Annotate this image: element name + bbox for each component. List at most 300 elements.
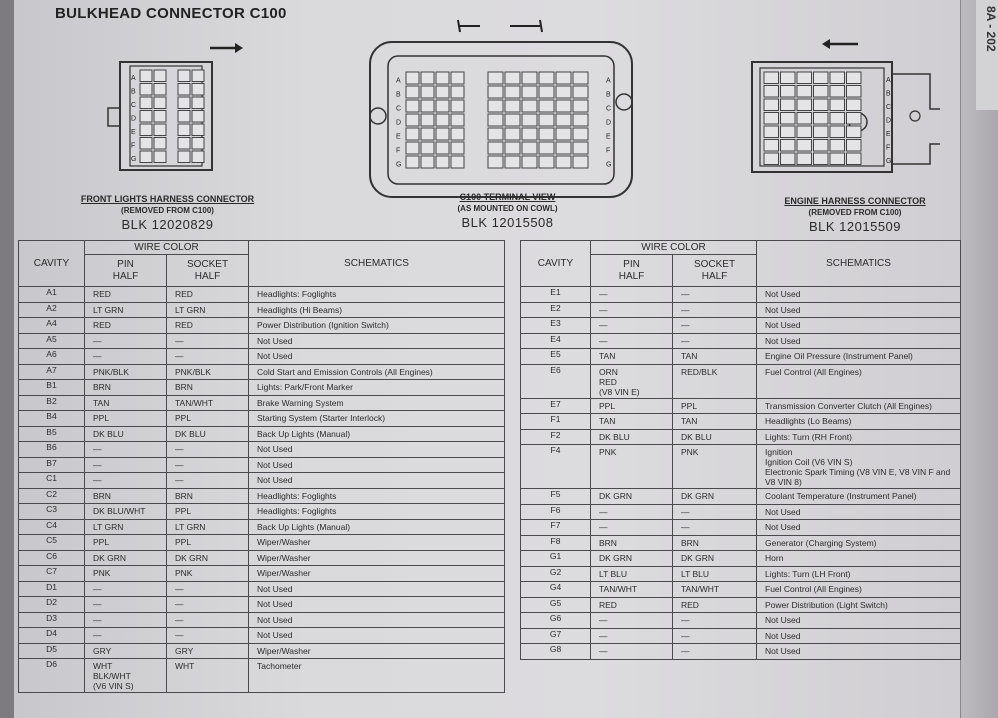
pin-half-cell-text: LT GRN bbox=[93, 304, 124, 315]
socket-half-cell-text: — bbox=[681, 630, 690, 641]
pin-half-cell bbox=[85, 488, 167, 504]
schematic-cell bbox=[757, 566, 961, 582]
table-row bbox=[19, 581, 505, 597]
schematic-cell bbox=[757, 644, 961, 660]
socket-half-cell bbox=[167, 504, 249, 520]
schematic-cell bbox=[757, 535, 961, 551]
socket-half-cell-text: TAN bbox=[681, 416, 698, 426]
cavity-cell bbox=[521, 398, 591, 414]
cavity-cell-text: A2 bbox=[46, 302, 57, 313]
pin-half-cell-text: — bbox=[93, 459, 102, 470]
schematics-header: SCHEMATICS bbox=[757, 241, 961, 287]
table-row bbox=[19, 364, 505, 380]
table-row bbox=[19, 349, 505, 365]
cavity-cell-text: F8 bbox=[550, 535, 561, 546]
cavity-cell bbox=[847, 153, 862, 165]
cavity-cell bbox=[521, 429, 591, 445]
pin-half-cell bbox=[85, 318, 167, 334]
schematic-cell bbox=[249, 612, 505, 628]
socket-half-cell-text: — bbox=[175, 459, 184, 470]
cavity-cell bbox=[521, 597, 591, 613]
cavity-cell bbox=[521, 551, 591, 567]
socket-half-cell-text: — bbox=[681, 320, 690, 330]
schematic-cell bbox=[249, 380, 505, 396]
schematic-cell-text: Not Used bbox=[765, 630, 801, 641]
schematic-cell-text: Not Used bbox=[765, 615, 801, 625]
cavity-cell bbox=[847, 99, 862, 111]
cavity-cell bbox=[488, 142, 503, 154]
cavity-cell-text: B5 bbox=[46, 426, 57, 437]
cavity-cell-text: C5 bbox=[46, 535, 57, 545]
pin-half-cell bbox=[591, 349, 673, 365]
cavity-cell bbox=[539, 72, 554, 84]
schematic-cell bbox=[757, 628, 961, 644]
schematic-cell bbox=[249, 395, 505, 411]
cavity-cell bbox=[19, 349, 85, 365]
cavity-cell bbox=[19, 395, 85, 411]
schematic-cell bbox=[757, 582, 961, 598]
socket-half-cell bbox=[167, 442, 249, 458]
table-row bbox=[521, 613, 961, 629]
pin-half-cell-text: BRN bbox=[93, 382, 111, 392]
cavity-cell bbox=[847, 72, 862, 84]
cavity-cell-text: E7 bbox=[550, 398, 561, 409]
schematic-cell-text: Coolant Temperature (Instrument Panel) bbox=[765, 491, 917, 501]
table-row bbox=[19, 659, 505, 693]
socket-half-cell-text: BRN bbox=[175, 382, 193, 392]
schematic-cell bbox=[249, 302, 505, 318]
cavity-cell bbox=[421, 100, 434, 112]
cavity-cell-text: A5 bbox=[46, 333, 57, 344]
cavity-cell bbox=[521, 445, 591, 489]
pin-half-cell-text: TAN bbox=[93, 397, 110, 408]
cavity-cell bbox=[421, 86, 434, 98]
cavity-cell-text: E4 bbox=[550, 333, 561, 344]
table-row bbox=[19, 380, 505, 396]
pin-half-cell-text: TAN bbox=[599, 351, 616, 361]
schematic-cell bbox=[249, 287, 505, 303]
schematic-cell-text: Headlights (Lo Beams) bbox=[765, 416, 852, 426]
socket-half-cell-text: LT GRN bbox=[175, 521, 206, 532]
cavity-cell bbox=[19, 628, 85, 644]
cavity-cell bbox=[797, 99, 812, 111]
socket-half-cell-text: — bbox=[681, 522, 690, 532]
cavity-cell bbox=[522, 114, 537, 126]
table-row bbox=[19, 395, 505, 411]
socket-half-cell bbox=[673, 414, 757, 430]
pin-half-cell bbox=[85, 457, 167, 473]
cavity-cell-text: G1 bbox=[549, 551, 562, 561]
cavity-cell bbox=[830, 72, 845, 84]
cavity-cell bbox=[781, 86, 796, 98]
caption-note: (AS MOUNTED ON COWL) bbox=[457, 204, 558, 213]
schematic-cell bbox=[757, 318, 961, 334]
cavity-cell bbox=[521, 582, 591, 598]
socket-half-cell-text: DK GRN bbox=[175, 552, 209, 563]
cavity-cell bbox=[764, 86, 779, 98]
cavity-cell bbox=[830, 140, 845, 152]
table-row bbox=[521, 445, 961, 489]
schematic-cell-text: Headlights: Foglights bbox=[257, 490, 337, 501]
row-letter: A bbox=[131, 75, 136, 83]
pin-half-cell-text: DK BLU bbox=[599, 431, 630, 442]
cavity-cell-text: F7 bbox=[550, 520, 561, 530]
cavity-cell bbox=[19, 535, 85, 551]
schematic-cell bbox=[757, 302, 961, 318]
pin-half-cell-text: TAN bbox=[599, 416, 616, 426]
pin-half-cell bbox=[85, 426, 167, 442]
cavity-cell bbox=[154, 84, 166, 96]
cavity-cell bbox=[19, 519, 85, 535]
table-row bbox=[521, 582, 961, 598]
socket-half-cell-text: RED bbox=[175, 320, 193, 330]
cavity-cell-text: D6 bbox=[46, 659, 57, 669]
cavity-cell bbox=[521, 628, 591, 644]
cavity-cell bbox=[192, 97, 204, 109]
schematic-cell-text: Power Distribution (Ignition Switch) bbox=[257, 320, 389, 330]
pin-half-cell-text: — bbox=[599, 522, 608, 532]
pin-half-cell bbox=[85, 504, 167, 520]
cavity-cell-text: C7 bbox=[46, 566, 57, 576]
socket-half-cell-text: LT GRN bbox=[175, 304, 206, 315]
pin-half-cell-text: — bbox=[93, 599, 102, 609]
cavity-cell bbox=[573, 156, 588, 168]
row-letter: D bbox=[606, 119, 612, 127]
arrow-head-icon bbox=[822, 39, 830, 49]
socket-half-cell-text: PNK bbox=[681, 447, 699, 457]
wire-color-header: WIRE COLOR bbox=[85, 241, 249, 255]
socket-half-cell bbox=[167, 535, 249, 551]
schematic-cell-text: Transmission Converter Clutch (All Engines) bbox=[765, 400, 932, 411]
cavity-cell bbox=[19, 473, 85, 489]
cavity-cell bbox=[797, 72, 812, 84]
socket-half-cell bbox=[167, 426, 249, 442]
cavity-cell bbox=[19, 380, 85, 396]
cavity-cell bbox=[140, 84, 152, 96]
schematic-cell bbox=[757, 429, 961, 445]
caption-title: FRONT LIGHTS HARNESS CONNECTOR bbox=[80, 194, 255, 204]
pin-half-cell-text: — bbox=[93, 475, 102, 485]
cavity-cell bbox=[178, 97, 190, 109]
schematic-cell bbox=[249, 364, 505, 380]
cavity-cell bbox=[154, 138, 166, 150]
pin-half-cell bbox=[591, 566, 673, 582]
cavity-cell bbox=[814, 153, 829, 165]
socket-half-cell-text: PNK bbox=[175, 568, 193, 578]
row-letter: G bbox=[131, 156, 137, 164]
pin-half-cell-text: — bbox=[599, 615, 608, 625]
schematic-cell-text: Wiper/Washer bbox=[257, 568, 311, 578]
wire-color-table-right bbox=[520, 240, 961, 660]
caption-note: (REMOVED FROM C100) bbox=[121, 206, 214, 215]
table-row bbox=[521, 287, 961, 303]
cavity-cell bbox=[154, 151, 166, 163]
schematic-cell-text: Fuel Control (All Engines) bbox=[765, 366, 862, 377]
schematic-cell bbox=[249, 628, 505, 644]
schematic-cell-text: Not Used bbox=[765, 522, 801, 532]
row-letter: C bbox=[606, 105, 612, 113]
cavity-cell bbox=[19, 488, 85, 504]
cavity-cell bbox=[451, 156, 464, 168]
cavity-cell bbox=[814, 99, 829, 111]
schematic-cell-text: Power Distribution (Light Switch) bbox=[765, 599, 888, 610]
table-row bbox=[521, 302, 961, 318]
cavity-cell bbox=[521, 364, 591, 398]
cavity-cell bbox=[797, 86, 812, 98]
socket-half-cell-text: DK GRN bbox=[681, 491, 715, 501]
cavity-cell bbox=[19, 597, 85, 613]
socket-half-cell-text: — bbox=[175, 614, 184, 625]
schematic-cell-text: Brake Warning System bbox=[257, 397, 344, 408]
pin-half-cell bbox=[591, 333, 673, 349]
cavity-cell bbox=[814, 72, 829, 84]
table-row bbox=[19, 519, 505, 535]
cavity-cell bbox=[421, 114, 434, 126]
pin-half-cell bbox=[591, 535, 673, 551]
socket-half-cell-text: — bbox=[175, 444, 184, 454]
table-row bbox=[19, 318, 505, 334]
cavity-cell-text: B1 bbox=[46, 380, 57, 390]
cavity-cell bbox=[19, 302, 85, 318]
schematic-cell-text: Not Used bbox=[257, 351, 293, 361]
cavity-cell-text: G8 bbox=[549, 644, 562, 654]
pin-half-cell-text: WHT BLK/WHT (V6 VIN S) bbox=[93, 661, 134, 691]
engine-harness-connector-diagram bbox=[740, 34, 945, 184]
socket-half-cell bbox=[673, 364, 757, 398]
cavity-cell bbox=[521, 504, 591, 520]
table-row bbox=[521, 597, 961, 613]
cavity-cell bbox=[556, 100, 571, 112]
table-row bbox=[19, 426, 505, 442]
cavity-cell bbox=[797, 126, 812, 138]
schematic-cell-text: Lights: Park/Front Marker bbox=[257, 382, 353, 392]
pin-half-cell bbox=[591, 364, 673, 398]
pin-half-cell bbox=[591, 318, 673, 334]
cavity-cell bbox=[192, 111, 204, 123]
pin-half-cell-text: GRY bbox=[93, 645, 112, 656]
cavity-cell bbox=[178, 151, 190, 163]
pin-half-cell bbox=[85, 364, 167, 380]
schematic-cell bbox=[249, 550, 505, 566]
cavity-cell bbox=[436, 142, 449, 154]
cavity-cell bbox=[539, 86, 554, 98]
cavity-cell bbox=[451, 128, 464, 140]
pin-half-cell bbox=[85, 566, 167, 582]
row-letter: A bbox=[396, 77, 401, 85]
cavity-cell bbox=[781, 140, 796, 152]
pin-half-cell bbox=[591, 489, 673, 505]
pin-half-cell bbox=[591, 398, 673, 414]
cavity-cell-text: F1 bbox=[550, 414, 561, 424]
cavity-cell bbox=[781, 113, 796, 125]
pin-half-cell-text: PPL bbox=[93, 413, 110, 423]
socket-half-cell bbox=[673, 535, 757, 551]
socket-half-cell bbox=[167, 581, 249, 597]
cavity-cell bbox=[573, 128, 588, 140]
schematic-cell-text: Not Used bbox=[257, 459, 293, 470]
socket-half-cell-text: — bbox=[175, 475, 184, 485]
row-letter: F bbox=[886, 144, 891, 152]
cavity-cell bbox=[505, 100, 520, 112]
pin-half-cell bbox=[85, 519, 167, 535]
cavity-cell-text: B7 bbox=[46, 457, 57, 468]
schematic-cell bbox=[249, 473, 505, 489]
schematic-cell bbox=[757, 489, 961, 505]
schematic-cell bbox=[757, 520, 961, 536]
row-letter: B bbox=[131, 88, 136, 96]
schematic-cell-text: Wiper/Washer bbox=[257, 537, 311, 547]
cavity-cell-text: F2 bbox=[550, 429, 561, 440]
cavity-cell bbox=[154, 70, 166, 82]
schematic-cell bbox=[757, 551, 961, 567]
schematic-cell-text: Wiper/Washer bbox=[257, 552, 311, 563]
cavity-cell bbox=[421, 72, 434, 84]
row-letter: C bbox=[396, 105, 402, 113]
cavity-cell bbox=[140, 138, 152, 150]
socket-half-cell bbox=[673, 429, 757, 445]
socket-half-cell-text: — bbox=[681, 615, 690, 625]
cavity-cell bbox=[781, 126, 796, 138]
cavity-cell-text: A4 bbox=[46, 318, 57, 328]
pin-half-cell-text: PNK bbox=[599, 447, 617, 457]
schematic-cell-text: Headlights: Foglights bbox=[257, 506, 337, 516]
schematic-cell bbox=[249, 442, 505, 458]
schematic-cell-text: Not Used bbox=[765, 320, 801, 330]
schematic-cell bbox=[249, 349, 505, 365]
table-row bbox=[521, 489, 961, 505]
table-row bbox=[521, 429, 961, 445]
socket-half-cell bbox=[673, 349, 757, 365]
socket-half-cell bbox=[167, 302, 249, 318]
cavity-cell bbox=[140, 151, 152, 163]
cavity-cell bbox=[505, 86, 520, 98]
wire-color-table-left bbox=[18, 240, 505, 693]
socket-half-cell bbox=[673, 398, 757, 414]
socket-half-cell-text: BRN bbox=[681, 537, 699, 548]
cavity-cell-text: B4 bbox=[46, 411, 57, 421]
cavity-cell-text: B2 bbox=[46, 395, 57, 406]
cavity-cell bbox=[406, 100, 419, 112]
socket-half-cell bbox=[673, 333, 757, 349]
cavity-cell bbox=[781, 153, 796, 165]
schematic-cell-text: Not Used bbox=[765, 506, 801, 517]
cavity-cell bbox=[830, 153, 845, 165]
table-row bbox=[521, 414, 961, 430]
cavity-cell bbox=[192, 84, 204, 96]
cavity-cell bbox=[488, 156, 503, 168]
schematic-cell bbox=[757, 349, 961, 365]
cavity-cell bbox=[539, 142, 554, 154]
schematics-header: SCHEMATICS bbox=[249, 241, 505, 287]
table-row bbox=[19, 612, 505, 628]
socket-half-cell bbox=[167, 643, 249, 659]
cavity-cell bbox=[797, 113, 812, 125]
cavity-cell bbox=[539, 114, 554, 126]
cavity-cell bbox=[505, 114, 520, 126]
cavity-cell bbox=[19, 411, 85, 427]
cavity-cell bbox=[192, 151, 204, 163]
pin-half-cell bbox=[591, 287, 673, 303]
pin-half-cell-text: — bbox=[93, 335, 102, 346]
schematic-cell bbox=[249, 504, 505, 520]
pin-half-cell-text: — bbox=[93, 614, 102, 625]
cavity-cell bbox=[556, 156, 571, 168]
schematic-cell-text: Not Used bbox=[257, 444, 293, 454]
socket-half-cell bbox=[673, 597, 757, 613]
socket-half-cell-text: — bbox=[175, 583, 184, 594]
cavity-cell bbox=[573, 86, 588, 98]
part-number: BLK 12015508 bbox=[461, 215, 554, 230]
socket-half-cell-text: — bbox=[175, 335, 184, 346]
schematic-cell-text: Not Used bbox=[765, 304, 801, 315]
table-row bbox=[19, 302, 505, 318]
pin-half-cell-text: — bbox=[599, 335, 608, 346]
cavity-cell bbox=[522, 86, 537, 98]
cavity-cell bbox=[764, 72, 779, 84]
table-row bbox=[19, 333, 505, 349]
socket-half-cell bbox=[673, 566, 757, 582]
cavity-cell bbox=[521, 349, 591, 365]
socket-half-cell-text: BRN bbox=[175, 490, 193, 501]
table-row bbox=[19, 504, 505, 520]
cavity-cell bbox=[436, 128, 449, 140]
cavity-cell bbox=[522, 100, 537, 112]
engine-harness-connector-caption bbox=[755, 196, 955, 232]
row-letter: D bbox=[131, 115, 137, 123]
cavity-header: CAVITY bbox=[19, 241, 85, 287]
cavity-cell bbox=[451, 100, 464, 112]
pin-half-cell bbox=[85, 349, 167, 365]
cavity-cell bbox=[505, 142, 520, 154]
table-row bbox=[521, 566, 961, 582]
cavity-cell bbox=[521, 613, 591, 629]
schematic-cell bbox=[249, 426, 505, 442]
cavity-cell bbox=[830, 86, 845, 98]
cavity-cell bbox=[19, 287, 85, 303]
cavity-cell bbox=[814, 113, 829, 125]
row-letter: B bbox=[886, 90, 891, 98]
pin-half-cell-text: — bbox=[599, 646, 608, 656]
cavity-cell bbox=[406, 128, 419, 140]
cavity-cell bbox=[451, 142, 464, 154]
cavity-cell bbox=[140, 97, 152, 109]
cavity-cell bbox=[830, 99, 845, 111]
cavity-cell bbox=[19, 364, 85, 380]
cavity-cell bbox=[451, 86, 464, 98]
socket-half-cell bbox=[167, 550, 249, 566]
cavity-cell bbox=[814, 86, 829, 98]
table-row bbox=[521, 349, 961, 365]
pin-half-cell-text: LT BLU bbox=[599, 568, 628, 579]
table-row bbox=[19, 411, 505, 427]
cavity-cell bbox=[436, 72, 449, 84]
table-row bbox=[521, 628, 961, 644]
pin-half-cell bbox=[591, 628, 673, 644]
schematic-cell-text: Not Used bbox=[765, 646, 801, 656]
row-letter: G bbox=[606, 161, 612, 169]
cavity-cell bbox=[521, 302, 591, 318]
schematic-cell bbox=[249, 643, 505, 659]
cavity-cell bbox=[178, 124, 190, 136]
socket-half-cell-text: PNK/BLK bbox=[175, 366, 211, 377]
corner-page-number: 8A - 202 bbox=[976, 0, 998, 110]
cavity-cell-text: E2 bbox=[550, 302, 561, 313]
cavity-cell bbox=[556, 128, 571, 140]
socket-half-cell-text: DK GRN bbox=[681, 553, 715, 563]
cavity-cell bbox=[556, 142, 571, 154]
row-letters bbox=[886, 77, 891, 165]
pin-half-cell bbox=[85, 473, 167, 489]
